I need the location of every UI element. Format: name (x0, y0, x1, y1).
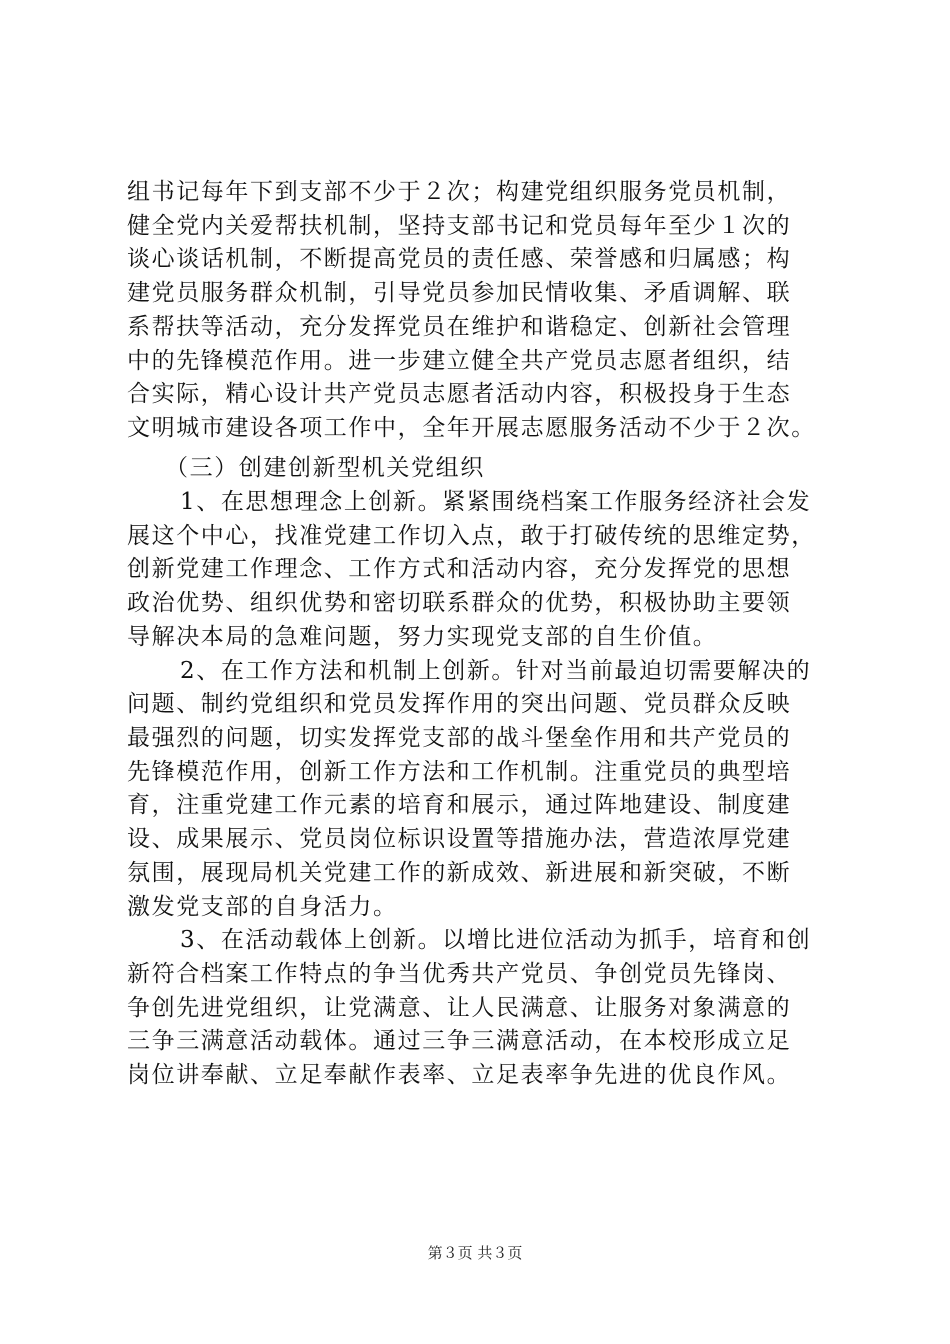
text-line: 设、成果展示、党员岗位标识设置等措施办法，营造浓厚党建 (127, 826, 792, 852)
text-line: 争创先进党组织，让党满意、让人民满意、让服务对象满意的 (127, 995, 792, 1021)
text-line: 导解决本局的急难问题，努力实现党支部的自生价值。 (127, 624, 718, 650)
text-line: 组书记每年下到支部不少于２次；构建党组织服务党员机制， (127, 179, 792, 205)
text-line: 3、在活动载体上创新。以增比进位活动为抓手，培育和创 (180, 927, 812, 953)
text-line: 健全党内关爱帮扶机制，坚持支部书记和党员每年至少１次的 (127, 213, 792, 239)
text-line: 合实际，精心设计共产党员志愿者活动内容，积极投身于生态 (127, 381, 792, 407)
text-line: 2、在工作方法和机制上创新。针对当前最迫切需要解决的 (180, 658, 812, 684)
text-line: 创新党建工作理念、工作方式和活动内容，充分发挥党的思想 (127, 556, 792, 582)
section-heading: （三）创建创新型机关党组织 (165, 455, 485, 481)
text-line: 展这个中心，找准党建工作切入点，敢于打破传统的思维定势， (127, 523, 816, 549)
text-line: 政治优势、组织优势和密切联系群众的优势，积极协助主要领 (127, 590, 792, 616)
text-line: 最强烈的问题，切实发挥党支部的战斗堡垒作用和共产党员的 (127, 725, 792, 751)
text-line: 问题、制约党组织和党员发挥作用的突出问题、党员群众反映 (127, 691, 792, 717)
text-line: 岗位讲奉献、立足奉献作表率、立足表率争先进的优良作风。 (127, 1062, 792, 1088)
text-line: 建党员服务群众机制，引导党员参加民情收集、矛盾调解、联 (127, 280, 792, 306)
text-line: 氛围，展现局机关党建工作的新成效、新进展和新突破，不断 (127, 860, 792, 886)
page-number-footer: 第３页 共３页 (427, 1244, 523, 1262)
text-line: 三争三满意活动载体。通过三争三满意活动，在本校形成立足 (127, 1028, 792, 1054)
text-line: 新符合档案工作特点的争当优秀共产党员、争创党员先锋岗、 (127, 961, 792, 987)
text-line: 育，注重党建工作元素的培育和展示，通过阵地建设、制度建 (127, 792, 792, 818)
text-line: 谈心谈话机制，不断提高党员的责任感、荣誉感和归属感；构 (127, 246, 792, 272)
text-line: 1、在思想理念上创新。紧紧围绕档案工作服务经济社会发 (180, 489, 812, 515)
text-line: 系帮扶等活动，充分发挥党员在维护和谐稳定、创新社会管理 (127, 314, 792, 340)
text-line: 激发党支部的自身活力。 (127, 894, 398, 920)
text-line: 文明城市建设各项工作中，全年开展志愿服务活动不少于２次。 (127, 415, 816, 441)
text-line: 中的先锋模范作用。进一步建立健全共产党员志愿者组织，结 (127, 348, 792, 374)
text-line: 先锋模范作用，创新工作方法和工作机制。注重党员的典型培 (127, 759, 792, 785)
